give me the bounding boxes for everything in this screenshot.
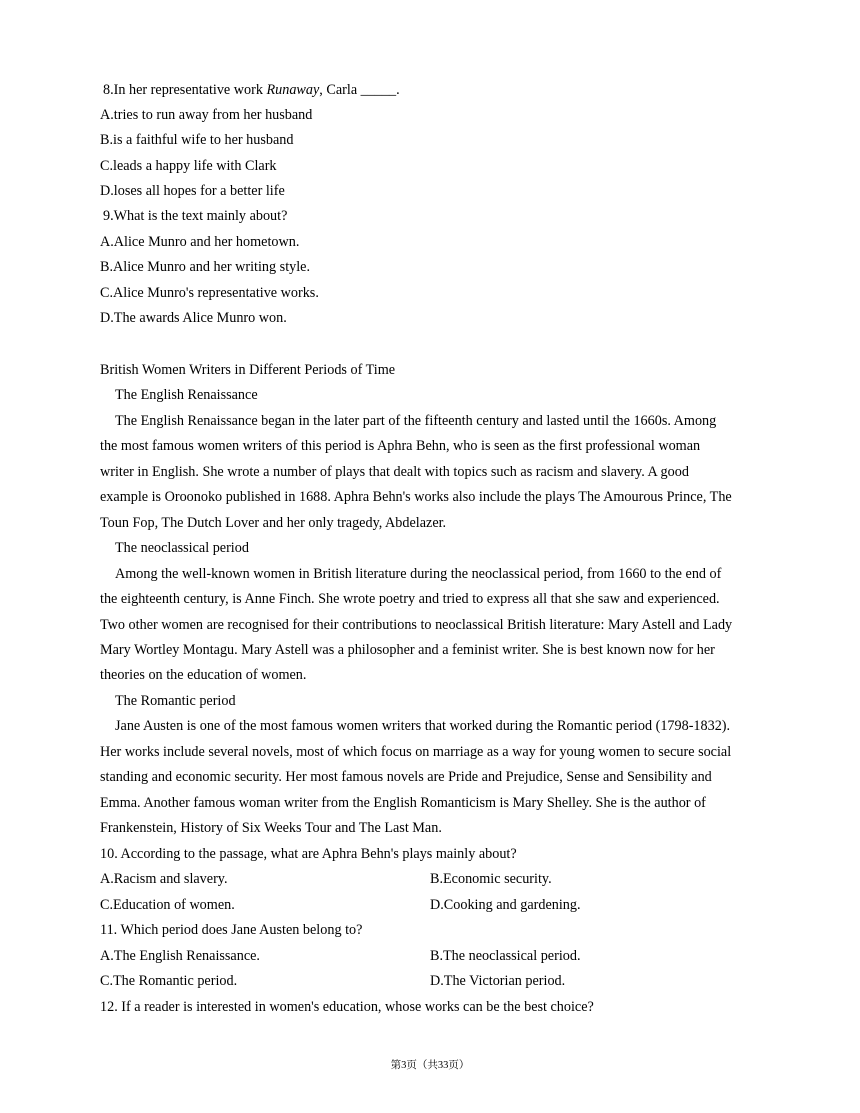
question-8-option-c: C.leads a happy life with Clark	[100, 158, 277, 174]
paragraph-line: Frankenstein, History of Six Weeks Tour and The Last Man.	[100, 820, 442, 836]
paragraph-line: Her works include several novels, most of which focus on marriage as a way for young women to secure social	[100, 744, 732, 760]
paragraph-line: example is Oroonoko published in 1688. Aphra Behn's works also include the plays The Amourous Prince, The	[100, 489, 732, 505]
question-9-stem: 9.What is the text mainly about?	[103, 208, 288, 224]
question-8-option-a: A.tries to run away from her husband	[100, 107, 313, 123]
question-10-option-a: A.Racism and slavery.	[100, 871, 228, 887]
paragraph-line: Among the well-known women in British literature during the neoclassical period, from 1660 to the end of	[115, 566, 722, 582]
question-8-stem: 8.In her representative work Runaway, Carla _____.	[103, 82, 400, 98]
paragraph-line: Two other women are recognised for their contributions to neoclassical British literature: Mary Astell and Lady	[100, 617, 733, 633]
paragraph-line: writer in English. She wrote a number of plays that dealt with topics such as racism and slavery. A good	[100, 464, 689, 480]
paragraph-line: Toun Fop, The Dutch Lover and her only tragedy, Abdelazer.	[100, 515, 447, 531]
question-11-option-b: B.The neoclassical period.	[430, 948, 581, 964]
question-11-option-c: C.The Romantic period.	[100, 973, 238, 989]
paragraph-line: Jane Austen is one of the most famous women writers that worked during the Romantic period (1798-1832).	[115, 718, 731, 734]
paragraph-line: the most famous women writers of this period is Aphra Behn, who is seen as the first professional woman	[100, 438, 701, 454]
question-9-option-b: B.Alice Munro and her writing style.	[100, 259, 311, 275]
section-heading-neoclassical: The neoclassical period	[115, 540, 249, 556]
passage-title: British Women Writers in Different Periods of Time	[100, 362, 396, 378]
question-8-option-b: B.is a faithful wife to her husband	[100, 132, 294, 148]
work-title-italic: Runaway	[266, 82, 320, 98]
question-11-stem: 11. Which period does Jane Austen belong to?	[100, 922, 363, 938]
question-10-option-c: C.Education of women.	[100, 897, 235, 913]
question-9-option-d: D.The awards Alice Munro won.	[100, 310, 287, 326]
question-11-option-a: A.The English Renaissance.	[100, 948, 260, 964]
question-9-option-c: C.Alice Munro's representative works.	[100, 285, 319, 301]
paragraph-line: The English Renaissance began in the later part of the fifteenth century and lasted until the 1660s. Among	[115, 413, 717, 429]
question-8-option-d: D.loses all hopes for a better life	[100, 183, 285, 199]
question-10-option-d: D.Cooking and gardening.	[430, 897, 581, 913]
paragraph-line: standing and economic security. Her most famous novels are Pride and Prejudice, Sense and Sensibility and	[100, 769, 712, 785]
paragraph-line: the eighteenth century, is Anne Finch. She wrote poetry and tried to express all that she saw and experienced.	[100, 591, 720, 607]
question-11-option-d: D.The Victorian period.	[430, 973, 566, 989]
question-10-stem: 10. According to the passage, what are Aphra Behn's plays mainly about?	[100, 846, 517, 862]
paragraph-line: theories on the education of women.	[100, 667, 307, 683]
section-heading-renaissance: The English Renaissance	[115, 387, 258, 403]
question-12-stem: 12. If a reader is interested in women's education, whose works can be the best choice?	[100, 999, 594, 1015]
paragraph-line: Mary Wortley Montagu. Mary Astell was a philosopher and a feminist writer. She is best known now for her	[100, 642, 715, 658]
page-number-footer: 第3页（共33页）	[390, 1060, 470, 1071]
section-heading-romantic: The Romantic period	[115, 693, 236, 709]
question-10-option-b: B.Economic security.	[430, 871, 552, 887]
paragraph-line: Emma. Another famous woman writer from the English Romanticism is Mary Shelley. She is the author of	[100, 795, 706, 811]
question-9-option-a: A.Alice Munro and her hometown.	[100, 234, 300, 250]
